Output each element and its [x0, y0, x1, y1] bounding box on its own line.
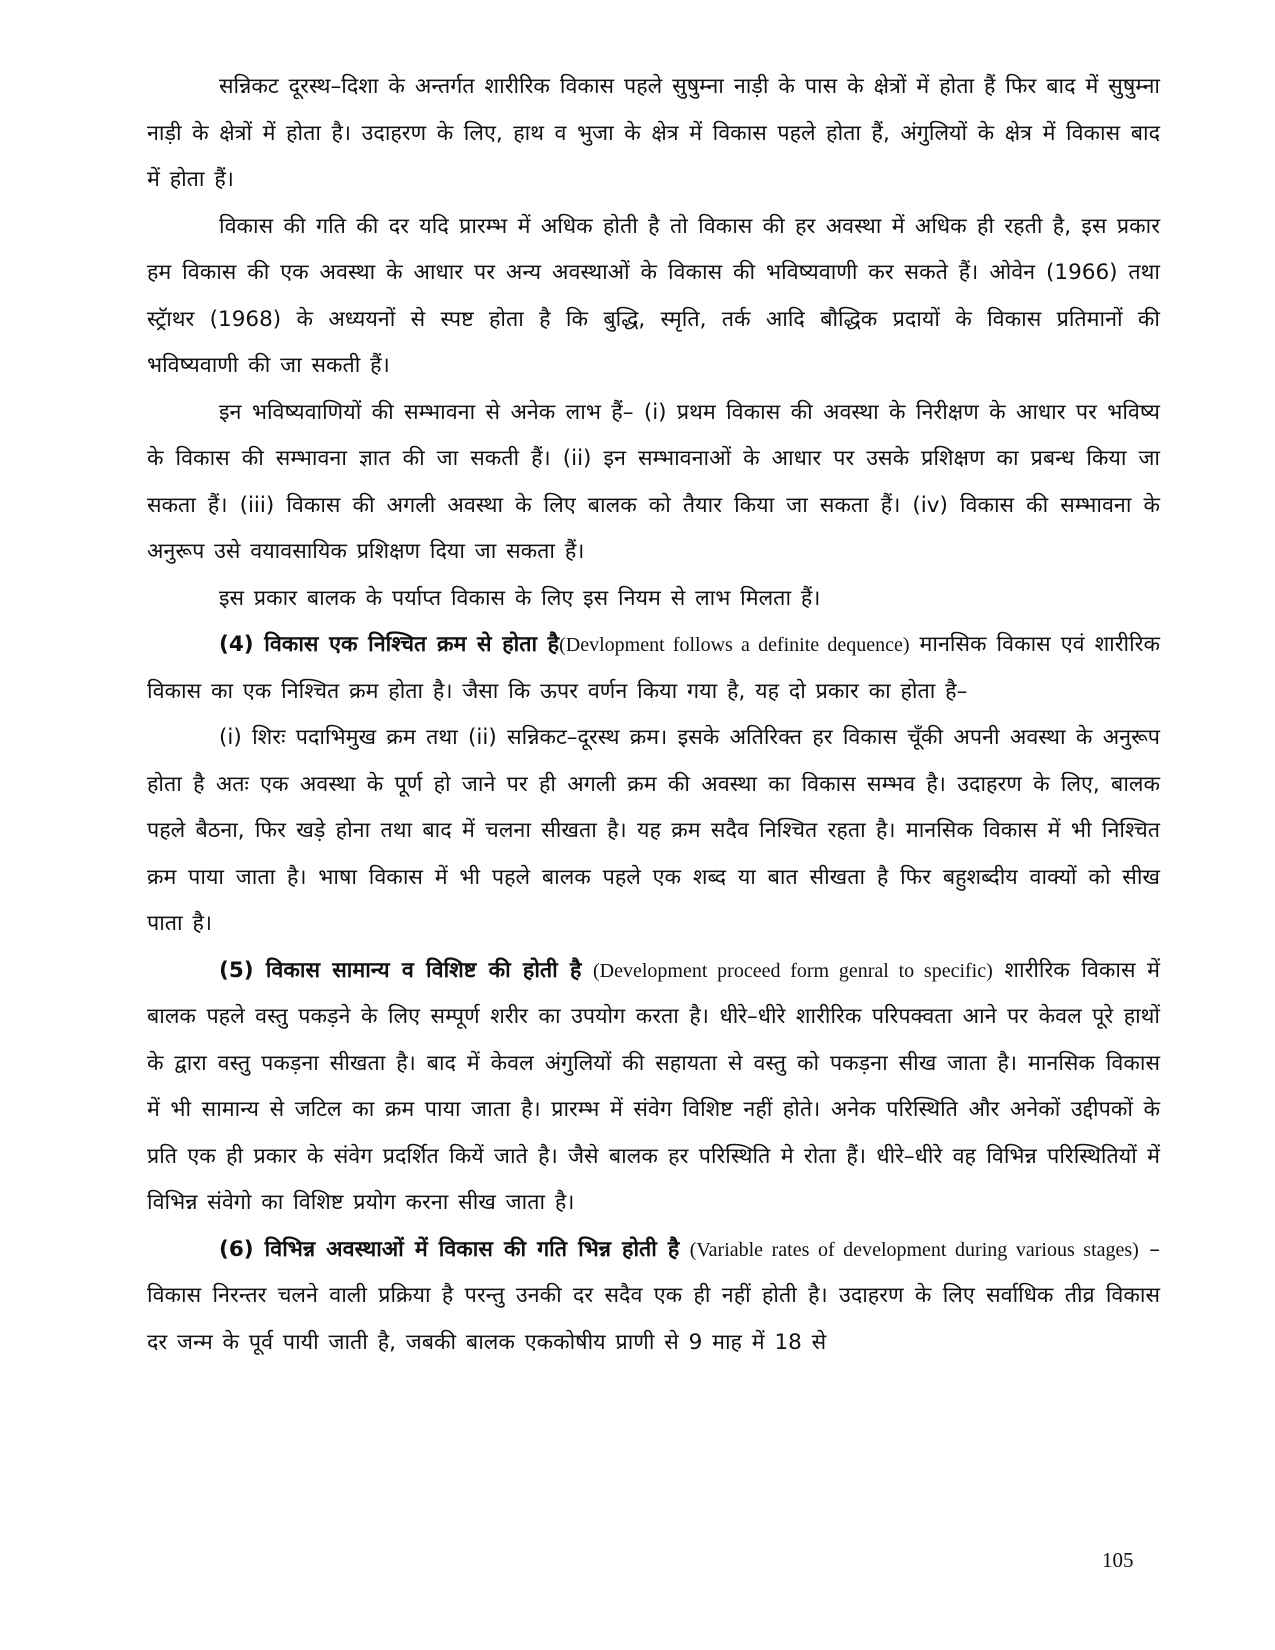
paragraph-sequence-examples: (i) शिरः पदाभिमुख क्रम तथा (ii) सन्निकट–दूरस्थ क्रम। इसके अतिरिक्त हर विकास चूँकी अपनी अवस्था के अनुरूप होता है अतः एक अवस्था के पूर्ण हो जाने पर ही अगली क्रम की अवस्था का विकास सम्भव है। उदाहरण के लिए, बालक पहले बैठना, फिर खड़े होना तथा बाद में चलना सीखता है। यह क्रम सदैव निश्चित रहता है। मानसिक विकास में भी निश्चित क्रम पाया जाता है। भाषा विकास में भी पहले बालक पहले एक शब्द या बात सीखता है फिर बहुशब्दीय वाक्यों को सीख पाता है।	[147, 725, 1160, 936]
paragraph-rule-benefit: इस प्रकार बालक के पर्याप्त विकास के लिए इस नियम से लाभ मिलता हैं।	[219, 585, 821, 611]
english-subtitle-6: (Variable rates of development during various stages)	[689, 1238, 1139, 1261]
paragraph-general-to-specific	[147, 948, 1160, 1227]
section-heading-4: (4) विकास एक निश्चित क्रम से होता है	[219, 632, 560, 657]
page-body	[147, 64, 1160, 1366]
english-subtitle-5: (Development proceed form genral to specific)	[592, 959, 993, 982]
paragraph-text: – विकास निरन्तर चलने वाली प्रक्रिया है परन्तु उनकी दर सदैव एक ही नहीं होती है। उदाहरण के लिए सर्वाधिक तीव्र विकास दर जन्म के पूर्व पायी जाती है, जबकी बालक एककोषीय प्राणी से 9 माह में 18 से	[147, 1236, 1160, 1355]
section-heading-5: (5) विकास सामान्य व विशिष्ट की होती है	[219, 957, 582, 983]
page-number: 105	[1102, 1548, 1134, 1572]
paragraph-text: मानसिक विकास एवं शारीरिक विकास का एक निश्चित क्रम होता है। जैसा कि ऊपर वर्णन किया गया है, यह दो प्रकार का होता है–	[147, 632, 1160, 704]
paragraph-definite-sequence	[147, 622, 1160, 715]
paragraph-benefits: इन भविष्यवाणियों की सम्भावना से अनेक लाभ हैं– (i) प्रथम विकास की अवस्था के निरीक्षण के आधार पर भविष्य के विकास की सम्भावना ज्ञात की जा सकती हैं। (ii) इन सम्भावनाओं के आधार पर उसके प्रशिक्षण का प्रबन्ध किया जा सकता हैं। (iii) विकास की अगली अवस्था के लिए बालक को तैयार किया जा सकता हैं। (iv) विकास की सम्भावना के अनुरूप उसे वयावसायिक प्रशिक्षण दिया जा सकता हैं।	[147, 399, 1160, 564]
paragraph-variable-rates	[147, 1227, 1160, 1367]
english-subtitle-4: (Devlopment follows a definite dequence)	[559, 634, 910, 656]
paragraph-prediction: विकास की गति की दर यदि प्रारम्भ में अधिक होती है तो विकास की हर अवस्था में अधिक ही रहती है, इस प्रकार हम विकास की एक अवस्था के आधार पर अन्य अवस्थाओं के विकास की भविष्यवाणी कर सकते हैं। ओवेन (1966) तथा स्ट्रॅाथर (1968) के अध्ययनों से स्पष्ट होता है कि बुद्धि, स्मृति, तर्क आदि बौद्धिक प्रदायों के विकास प्रतिमानों की भविष्यवाणी की जा सकती हैं।	[147, 213, 1160, 378]
paragraph-text: शारीरिक विकास में बालक पहले वस्तु पकड़ने के लिए सम्पूर्ण शरीर का उपयोग करता है। धीरे–धीरे शारीरिक परिपक्वता आने पर केवल पूरे हाथों के द्वारा वस्तु पकड़ना सीखता है। बाद में केवल अंगुलियों की सहायता से वस्तु को पकड़ना सीख जाता है। मानसिक विकास में भी सामान्य से जटिल का क्रम पाया जाता है। प्रारम्भ में संवेग विशिष्ट नहीं होते। अनेक परिस्थिति और अनेकों उद्दीपकों के प्रति एक ही प्रकार के संवेग प्रदर्शित कियें जाते है। जैसे बालक हर परिस्थिति मे रोता हैं। धीरे–धीरे वह विभिन्न परिस्थितियों में विभिन्न संवेगो का विशिष्ट प्रयोग करना सीख जाता है।	[147, 957, 1160, 1215]
paragraph-proximodistal: सन्निकट दूरस्थ–दिशा के अन्तर्गत शारीरिक विकास पहले सुषुम्ना नाड़ी के पास के क्षेत्रों में होता हैं फिर बाद में सुषुम्ना नाड़ी के क्षेत्रों में होता है। उदाहरण के लिए, हाथ व भुजा के क्षेत्र में विकास पहले होता हैं, अंगुलियों के क्षेत्र में विकास बाद में होता हैं।	[147, 74, 1160, 192]
section-heading-6: (6) विभिन्न अवस्थाओं में विकास की गति भिन्न होती है	[219, 1236, 680, 1262]
